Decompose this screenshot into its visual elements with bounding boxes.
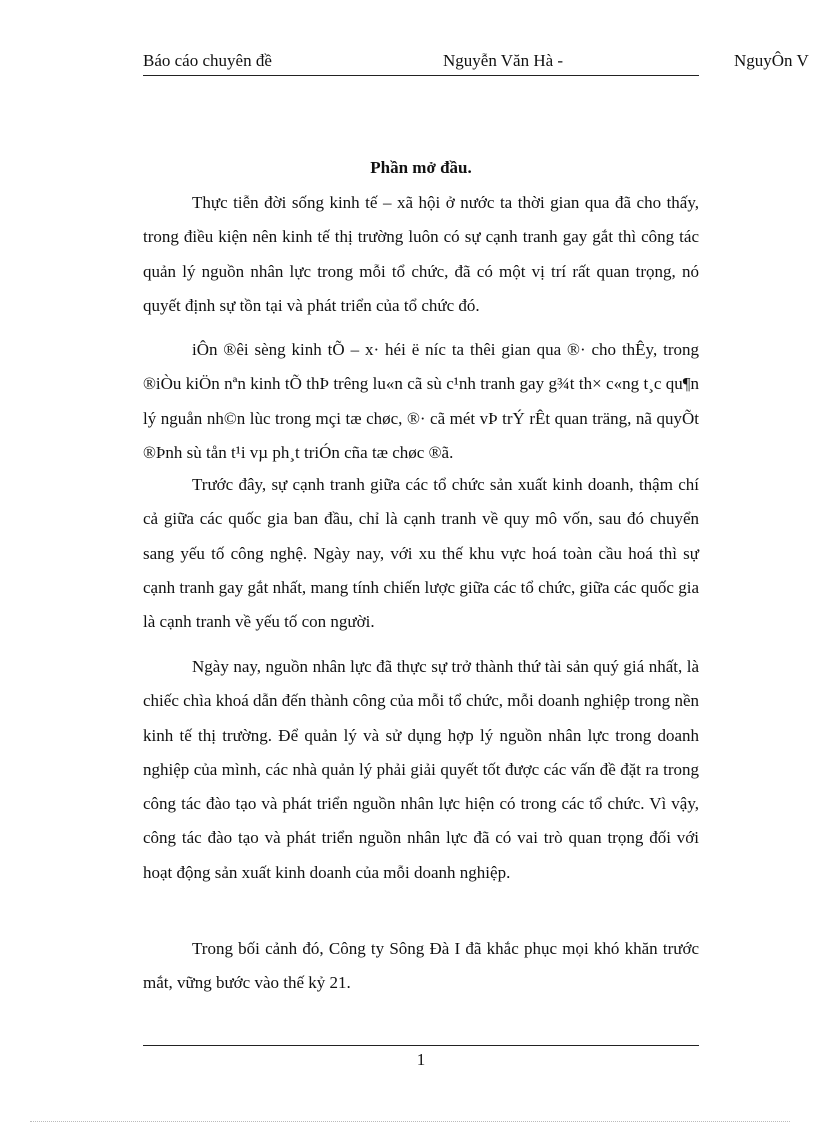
header-right-author: NguyÔn V — [734, 51, 809, 70]
footer-rule — [143, 1045, 699, 1046]
paragraph-3: Trước đây, sự cạnh tranh giữa các tổ chức sản xuất kinh doanh, thậm chí cả giữa các quốc gia ban đầu, chỉ là cạnh tranh về quy mô vốn, sau đó chuyển sang yếu tố công nghệ. Ngày nay, với xu thế khu vực hoá toàn cầu hoá thì sự cạnh tranh gay gắt nhất, mang tính chiến lược giữa các tổ chức, giữa các quốc gia là cạnh tranh về yếu tố con người. — [143, 475, 699, 632]
header-author: Nguyễn Văn Hà - — [443, 51, 564, 70]
paragraph-1: Thực tiễn đời sống kinh tế – xã hội ở nước ta thời gian qua đã cho thấy, trong điều kiện nên kinh tế thị trường luôn có sự cạnh tranh gay gắt thì công tác quản lý nguồn nhân lực trong mỗi tổ chức, đã có một vị trí rất quan trọng, nó quyết định sự tồn tại và phát triển của tổ chức đó. — [143, 193, 699, 315]
section-title: Phần mở đầu. — [370, 158, 472, 177]
page-bottom-border — [30, 1121, 790, 1122]
paragraph-4: Ngày nay, nguồn nhân lực đã thực sự trở thành thứ tài sản quý giá nhất, là chiếc chìa khoá dẫn đến thành công của mỗi tổ chức, mỗi doanh nghiệp trong nền kinh tế thị trường. Để quản lý và sử dụng hợp lý nguồn nhân lực trong doanh nghiệp của mình, các nhà quản lý phải giải quyết tốt được các vấn đề đặt ra trong công tác đào tạo và phát triển nguồn nhân lực hiện có trong các tổ chức. Vì vậy, công tác đào tạo và phát triển nguồn nhân lực đã có vai trò quan trọng đối với hoạt động sản xuất kinh doanh của mỗi doanh nghiệp. — [143, 657, 699, 882]
page-number: 1 — [416, 1050, 426, 1069]
header-rule — [143, 75, 699, 76]
paragraph-2-garbled: iÔn ®êi sèng kinh tÕ – x· héi ë níc ta thêi gian qua ®· cho thÊy, trong ®iÒu kiÖn nªn kinh tÕ thÞ trêng lu«n cã sù c¹nh tranh gay g¾t th× c«ng t¸c qu¶n lý nguån nh©n lùc trong mçi tæ chøc, ®· cã mét vÞ trÝ rÊt quan träng, nã quyÕt ®Þnh sù tån t¹i vµ ph¸t triÓn cña tæ chøc ®ã. — [143, 340, 699, 462]
header-left-title: Báo cáo chuyên đề — [143, 51, 272, 70]
paragraph-5: Trong bối cảnh đó, Công ty Sông Đà I đã khắc phục mọi khó khăn trước mắt, vững bước vào thế kỷ 21. — [143, 939, 699, 993]
